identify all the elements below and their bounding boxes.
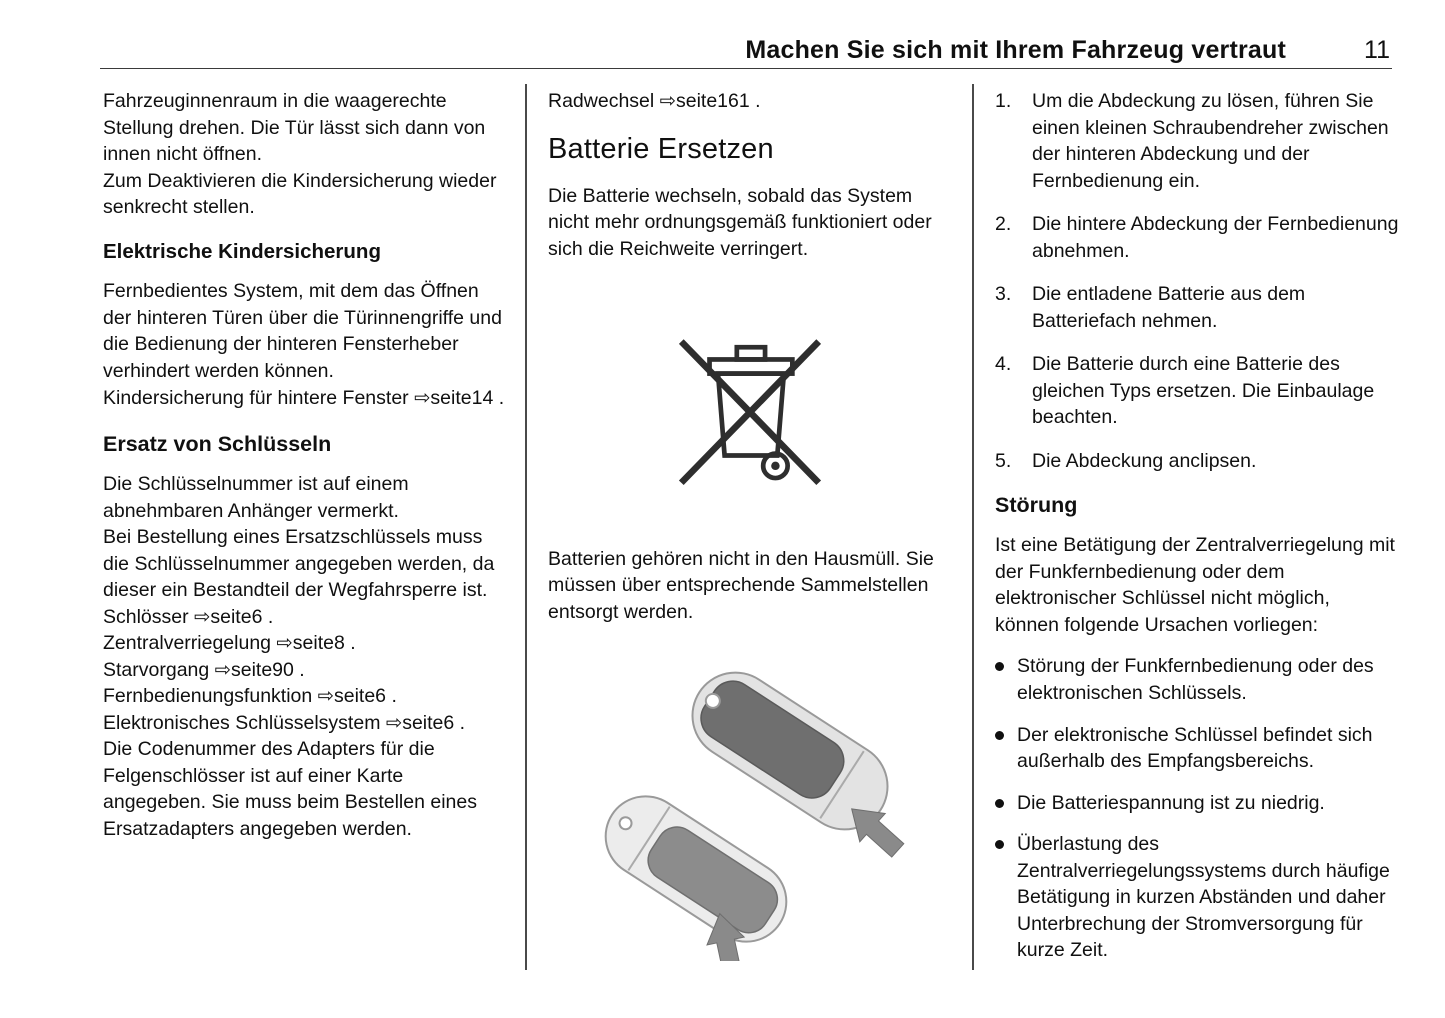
bullet-text: Störung der Funkfernbedienung oder des elektronischen Schlüssels. — [1017, 655, 1374, 704]
bullet-item-4 — [995, 831, 1399, 964]
cross-reference-elektronisches-schluesselsystem: Elektronisches Schlüsselsystem ⇨seite6 . — [103, 711, 466, 734]
step-5 — [995, 448, 1399, 475]
paragraph-replacement-key-order: Bei Bestellung eines Ersatzschlüssels muss die Schlüsselnummer angegeben werden, da dieser ein Bestandteil der Wegfahrsperre ist. — [103, 526, 495, 602]
cross-reference-schloesser: Schlösser ⇨seite6 . — [103, 605, 274, 628]
step-text: Die entladene Batterie aus dem Batteriefach nehmen. — [1032, 283, 1306, 332]
bullet-item-2 — [995, 722, 1399, 775]
page-number: 11 — [1364, 36, 1390, 64]
header-divider — [100, 68, 1392, 69]
heading-elektrische-kindersicherung: Elektrische Kindersicherung — [103, 239, 381, 263]
middle-column — [548, 88, 952, 961]
column-divider-right — [972, 84, 974, 970]
step-number: 4. — [995, 353, 1012, 376]
heading-stoerung: Störung — [995, 493, 1078, 518]
bullet-icon — [995, 662, 1004, 671]
paragraph-child-lock-deactivate: Zum Deaktivieren die Kindersicherung wieder senkrecht stellen. — [103, 169, 497, 219]
paragraph-battery-replace-when: Die Batterie wechseln, sobald das System nicht mehr ordnungsgemäß funktioniert oder sich die Reichweite verringert. — [548, 184, 932, 260]
step-3 — [995, 281, 1399, 334]
page-header — [100, 36, 1390, 65]
paragraph-remote-child-lock: Fernbedientes System, mit dem das Öffnen der hinteren Türen über die Türinnengriffe und die Bedienung der hinteren Fensterheber verhindert werden können. — [103, 280, 502, 382]
bullet-text: Der elektronische Schlüssel befindet sich außerhalb des Empfangsbereichs. — [1017, 723, 1373, 773]
step-number: 1. — [995, 90, 1012, 112]
paragraph-adapter-code-number: Die Codenummer des Adapters für die Felgenschlösser ist auf einer Karte angegeben. Sie muss beim Bestellen eines Ersatzadapters angegeben werden. — [103, 738, 477, 840]
column-divider-left — [525, 84, 527, 970]
step-text: Die Abdeckung anclipsen. — [1032, 449, 1257, 472]
step-number: 5. — [995, 449, 1012, 472]
step-4 — [995, 351, 1399, 431]
paragraph-malfunction-intro: Ist eine Betätigung der Zentralverriegelung mit der Funkfernbedienung oder dem elektronischer Schlüssel nicht möglich, können folgende Ursachen vorliegen: — [995, 534, 1395, 636]
step-number: 2. — [995, 213, 1012, 236]
bullet-icon — [995, 799, 1004, 808]
step-1 — [995, 88, 1399, 194]
bullet-item-1 — [995, 653, 1399, 706]
right-column — [995, 88, 1399, 979]
step-text: Um die Abdeckung zu lösen, führen Sie einen kleinen Schraubendreher zwischen der hinteren Abdeckung und der Fernbedienung ein. — [1032, 90, 1389, 192]
bullet-text: Die Batteriespannung ist zu niedrig. — [1017, 791, 1325, 814]
step-text: Die hintere Abdeckung der Fernbedienung abnehmen. — [1032, 213, 1399, 262]
heading-ersatz-von-schluesseln: Ersatz von Schlüsseln — [103, 432, 332, 457]
bullet-icon — [995, 731, 1004, 740]
cross-reference-fernbedienungsfunktion: Fernbedienungsfunktion ⇨seite6 . — [103, 685, 397, 708]
page-title: Machen Sie sich mit Ihrem Fahrzeug vertraut — [745, 36, 1287, 64]
step-text: Die Batterie durch eine Batterie des gleichen Typs ersetzen. Die Einbaulage beachten. — [1032, 353, 1375, 429]
key-fob-illustration — [578, 651, 923, 961]
step-number: 3. — [995, 283, 1012, 306]
crossed-out-wheeled-bin-icon — [670, 319, 830, 488]
cross-reference-radwechsel: Radwechsel ⇨seite161 . — [548, 90, 761, 112]
cross-reference-starvorgang: Starvorgang ⇨seite90 . — [103, 658, 305, 681]
paragraph-key-number-tag: Die Schlüsselnummer ist auf einem abnehmbaren Anhänger vermerkt. — [103, 473, 409, 522]
cross-reference-zentralverriegelung: Zentralverriegelung ⇨seite8 . — [103, 632, 356, 655]
bullet-icon — [995, 840, 1004, 849]
heading-batterie-ersetzen: Batterie Ersetzen — [548, 132, 774, 165]
bullet-item-3 — [995, 790, 1399, 817]
paragraph-child-lock-horizontal: Fahrzeuginnenraum in die waagerechte Stellung drehen. Die Tür lässt sich dann von innen nicht öffnen. — [103, 90, 486, 166]
bullet-text: Überlastung des Zentralverriegelungssystems durch häufige Betätigung in kurzen Abständen und daher Unterbrechung der Stromversorgung für kurze Zeit. — [1017, 833, 1390, 962]
cross-reference-kindersicherung-fenster: Kindersicherung für hintere Fenster ⇨seite14 . — [103, 386, 505, 409]
left-column — [103, 88, 507, 842]
step-2 — [995, 211, 1399, 264]
paragraph-battery-disposal: Batterien gehören nicht in den Hausmüll. Sie müssen über entsprechende Sammelstellen entsorgt werden. — [548, 547, 934, 623]
